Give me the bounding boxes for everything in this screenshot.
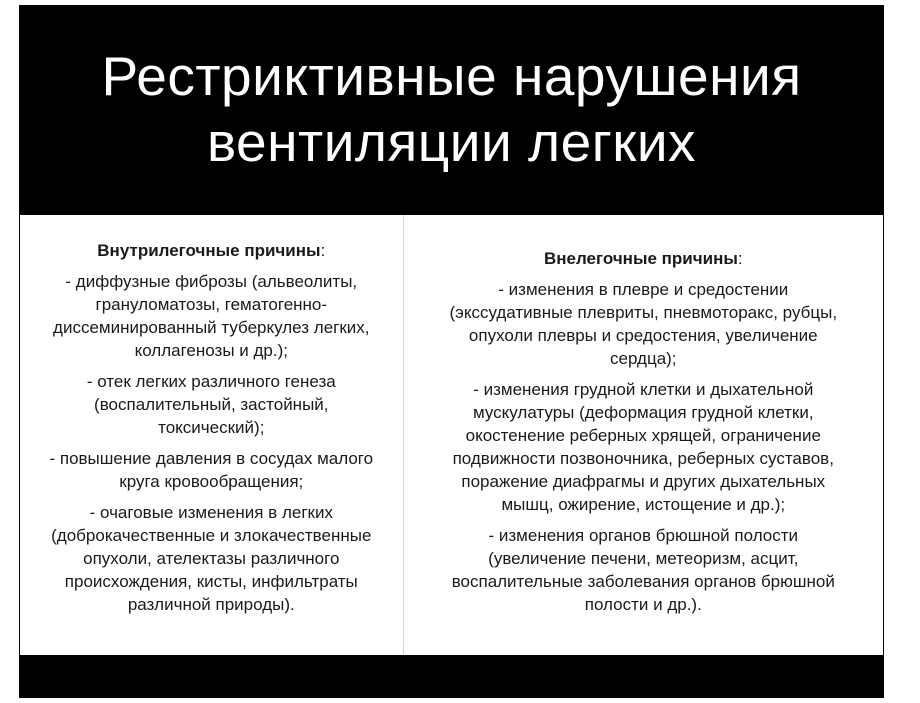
intrapulmonary-causes-column [20,215,403,655]
heading-colon: : [320,241,326,260]
heading-colon: : [737,249,743,268]
intrapulmonary-causes-heading [28,239,395,262]
cause-item: - очаговые изменения в легких (доброкачественные и злокачественные опухоли, ателектазы различного происхождения, кисты, инфильтраты различной природы). [51,503,372,614]
extrapulmonary-causes-column [404,215,883,655]
slide-title-line-2: вентиляции легких [206,111,697,173]
cause-item: - диффузные фиброзы (альвеолиты, грануломатозы, гематогенно- диссеминированный туберкулез легких, коллагенозы и др.); [53,272,370,360]
cause-item: - отек легких различного генеза (воспалительный, застойный, токсический); [86,372,336,437]
cause-item: - изменения органов брюшной полости (увеличение печени, метеоризм, асцит, воспалительные заболевания органов брюшной полости и др.). [451,526,835,614]
bottom-band [19,655,884,698]
cause-item: - изменения в плевре и средостении (экссудативные плевриты, пневмоторакс, рубцы, опухоли плевры и средостения, увеличение сердца); [449,280,838,368]
slide [19,5,884,698]
slide-title-line-1: Рестриктивные нарушения [101,45,802,107]
cause-item: - изменения грудной клетки и дыхательной мускулатуры (деформация грудной клетки, окостенение реберных хрящей, ограничение подвижности позвоночника, реберных суставов, поражение диафрагмы и других дыхательных мышц, ожирение, истощение и др.); [452,380,834,514]
extrapulmonary-causes-heading [414,247,873,270]
slide-title [19,5,884,213]
extrapulmonary-heading-text: Внелегочные причины [543,249,738,268]
content-panel [20,215,883,655]
cause-item: - повышение давления в сосудах малого круга кровообращения; [49,449,374,491]
intrapulmonary-heading-text: Внутрилегочные причины [97,241,321,260]
